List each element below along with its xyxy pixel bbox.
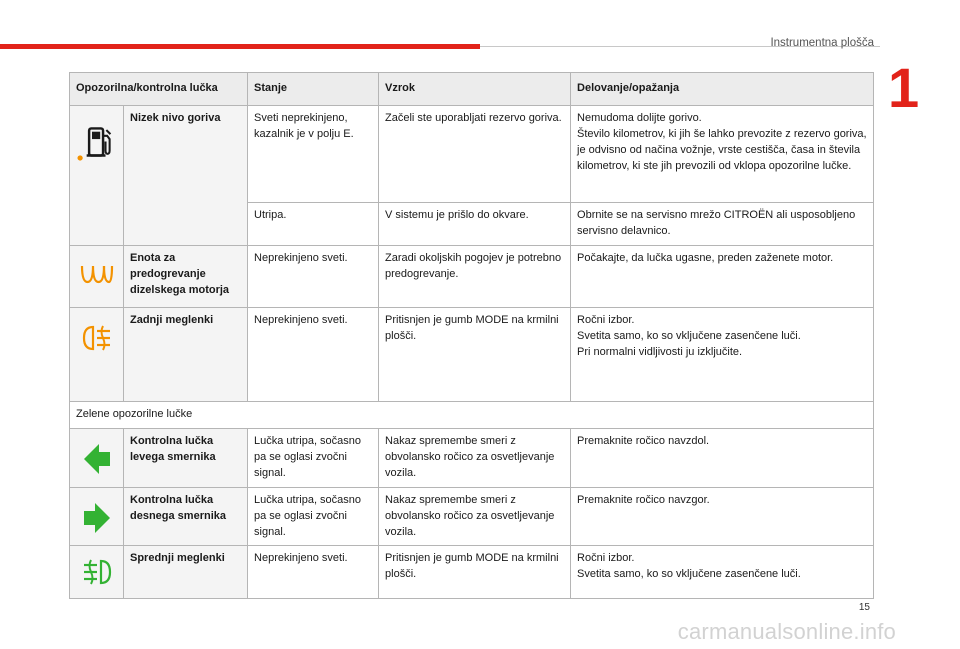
table-header-row bbox=[70, 73, 874, 106]
table-row bbox=[70, 487, 874, 546]
rear-fog-light-icon bbox=[81, 325, 113, 351]
column-header-cause: Vzrok bbox=[379, 73, 571, 106]
column-header-action: Delovanje/opažanja bbox=[571, 73, 874, 106]
table-row bbox=[70, 307, 874, 401]
action-line: Premaknite ročico navzgor. bbox=[577, 493, 710, 506]
glow-plug-icon-cell bbox=[70, 245, 124, 307]
action-line: Ročni izbor. bbox=[577, 313, 635, 326]
action-cell bbox=[571, 202, 874, 245]
light-name: Kontrolna lučka levega smernika bbox=[124, 428, 248, 487]
left-arrow-icon-cell bbox=[70, 428, 124, 487]
cause-cell: Zaradi okoljskih pogojev je potrebno predogrevanje. bbox=[379, 245, 571, 307]
chapter-number: 1 bbox=[888, 56, 920, 119]
light-name: Nizek nivo goriva bbox=[124, 105, 248, 245]
page-number: 15 bbox=[858, 602, 870, 613]
column-header-state: Stanje bbox=[248, 73, 379, 106]
front-fog-light-icon bbox=[81, 559, 113, 585]
state-cell: Neprekinjeno sveti. bbox=[248, 245, 379, 307]
cause-cell: Pritisnjen je gumb MODE na krmilni plošči. bbox=[379, 546, 571, 599]
light-name: Enota za predogrevanje dizelskega motorja bbox=[124, 245, 248, 307]
action-cell bbox=[571, 245, 874, 307]
section-label: Zelene opozorilne lučke bbox=[70, 401, 874, 428]
action-line: Obrnite se na servisno mrežo CITROËN ali usposobljeno servisno delavnico. bbox=[577, 208, 856, 237]
column-header-light: Opozorilna/kontrolna lučka bbox=[70, 73, 248, 106]
glow-plug-icon bbox=[80, 263, 114, 285]
table-row bbox=[70, 546, 874, 599]
page-header-title: Instrumentna plošča bbox=[770, 37, 874, 49]
table-row bbox=[70, 245, 874, 307]
state-cell: Utripa. bbox=[248, 202, 379, 245]
action-line: Ročni izbor. bbox=[577, 552, 635, 565]
action-line: Svetita samo, ko so vključene zasenčene luči. bbox=[577, 329, 801, 342]
front-fog-icon-cell bbox=[70, 546, 124, 599]
state-cell: Lučka utripa, sočasno pa se oglasi zvočni signal. bbox=[248, 428, 379, 487]
action-line: Število kilometrov, ki jih še lahko prevozite z rezervo goriva, je odvisno od načina vožnje, vrste cestišča, časa in števila kilometrov, ki ste jih prevozili od vklopa opozorilne lučke. bbox=[577, 127, 867, 172]
left-arrow-icon bbox=[82, 442, 112, 476]
light-name: Kontrolna lučka desnega smernika bbox=[124, 487, 248, 546]
cause-cell: Nakaz spremembe smeri z obvolansko ročico za osvetljevanje vozila. bbox=[379, 428, 571, 487]
light-name: Zadnji meglenki bbox=[124, 307, 248, 401]
action-cell bbox=[571, 307, 874, 401]
cause-cell: Pritisnjen je gumb MODE na krmilni plošči. bbox=[379, 307, 571, 401]
action-cell bbox=[571, 105, 874, 202]
cause-cell: Začeli ste uporabljati rezervo goriva. bbox=[379, 105, 571, 202]
section-row bbox=[70, 401, 874, 428]
warning-lights-table bbox=[69, 72, 874, 599]
table-row bbox=[70, 105, 874, 202]
watermark: carmanualsonline.info bbox=[677, 619, 896, 644]
cause-cell: Nakaz spremembe smeri z obvolansko ročico za osvetljevanje vozila. bbox=[379, 487, 571, 546]
fuel-pump-icon bbox=[76, 119, 117, 169]
state-cell: Sveti neprekinjeno, kazalnik je v polju E. bbox=[248, 105, 379, 202]
action-cell bbox=[571, 487, 874, 546]
action-line: Nemudoma dolijte gorivo. bbox=[577, 111, 702, 124]
action-line: Pri normalni vidljivosti ju izključite. bbox=[577, 345, 743, 358]
right-arrow-icon bbox=[82, 501, 112, 535]
state-cell: Neprekinjeno sveti. bbox=[248, 546, 379, 599]
state-cell: Neprekinjeno sveti. bbox=[248, 307, 379, 401]
action-cell bbox=[571, 546, 874, 599]
right-arrow-icon-cell bbox=[70, 487, 124, 546]
action-line: Premaknite ročico navzdol. bbox=[577, 434, 710, 447]
light-name: Sprednji meglenki bbox=[124, 546, 248, 599]
state-cell: Lučka utripa, sočasno pa se oglasi zvočni signal. bbox=[248, 487, 379, 546]
action-line: Svetita samo, ko so vključene zasenčene luči. bbox=[577, 568, 801, 581]
action-line: Počakajte, da lučka ugasne, preden zaženete motor. bbox=[577, 251, 834, 264]
table-row bbox=[70, 428, 874, 487]
rear-fog-icon-cell bbox=[70, 307, 124, 401]
fuel-icon-cell bbox=[70, 105, 124, 245]
cause-cell: V sistemu je prišlo do okvare. bbox=[379, 202, 571, 245]
header-red-bar bbox=[0, 44, 480, 49]
action-cell bbox=[571, 428, 874, 487]
